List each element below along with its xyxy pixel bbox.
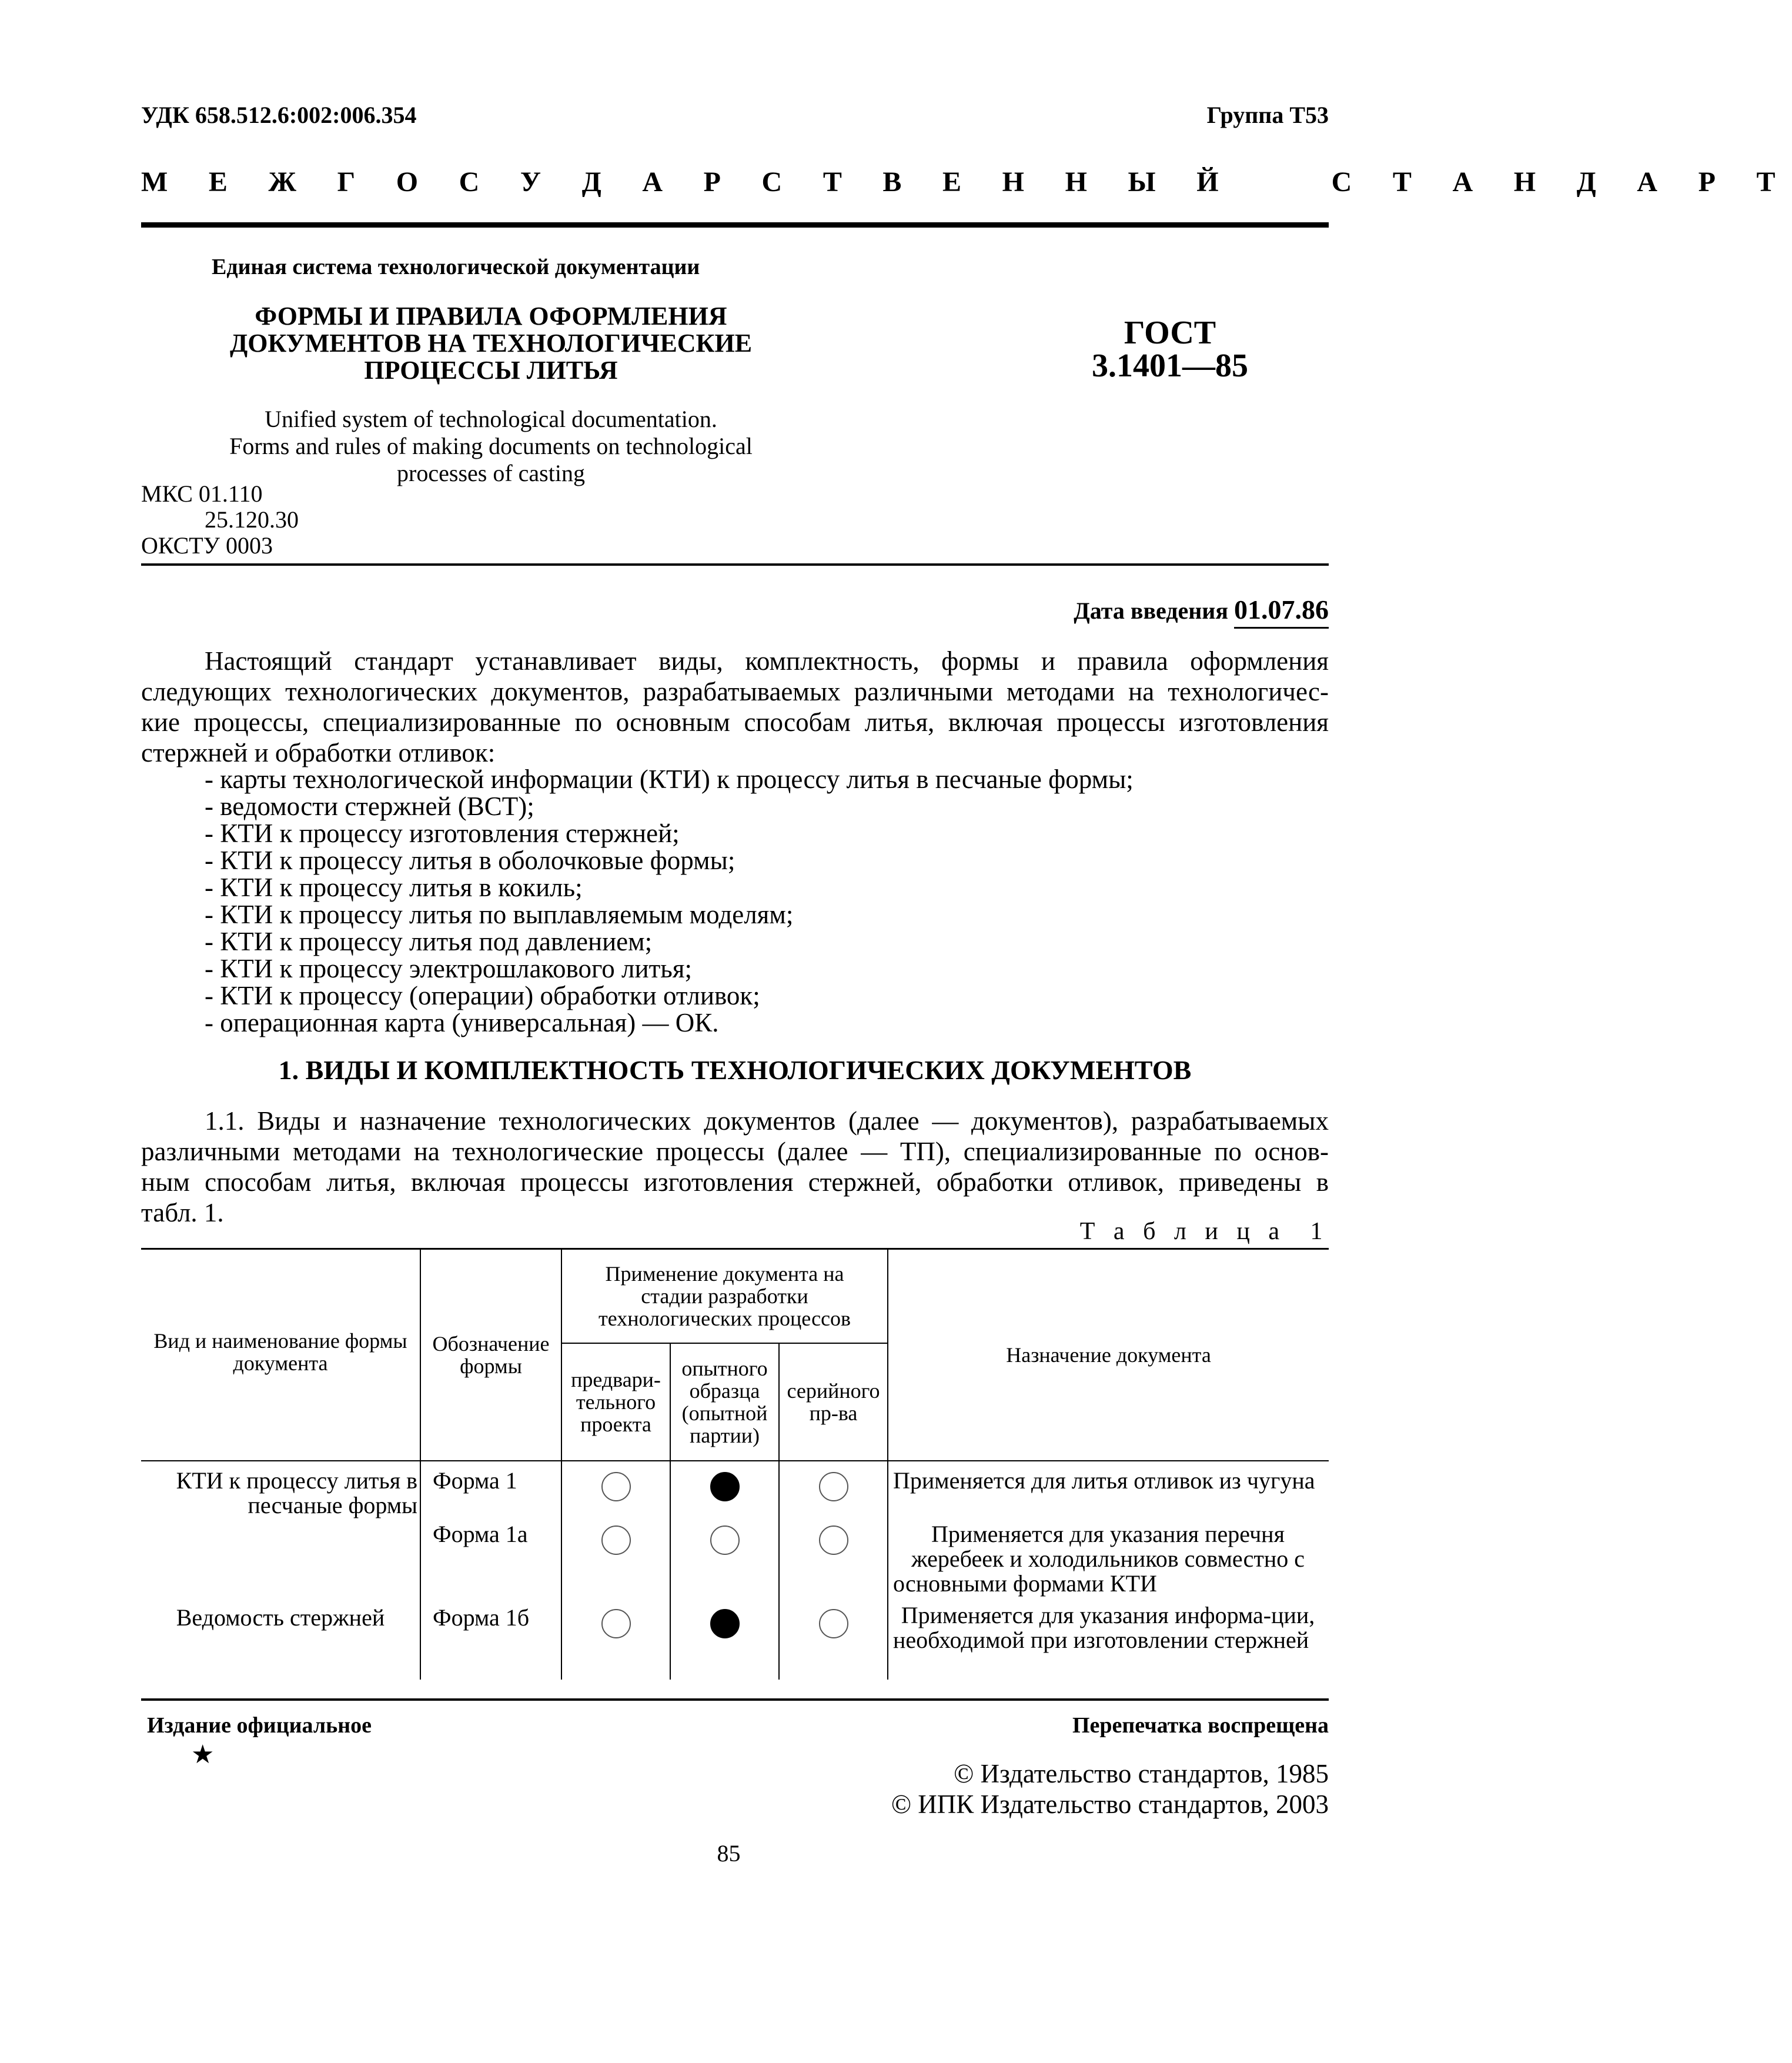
table-label: Т а б л и ц а 1 <box>1079 1218 1329 1245</box>
official-edition: Издание официальное <box>147 1713 372 1738</box>
intro-line-4: стержней и обработки отливок: <box>141 738 496 767</box>
status-circle-empty <box>710 1525 740 1555</box>
document-list <box>205 766 1134 1036</box>
standard-type-text: М Е Ж Г О С У Д А Р С Т В Е Н Н Ы Й С Т А Н Д А Р Т <box>141 166 1792 198</box>
cell-purpose: Применяется для литья отливок из чугуна <box>888 1461 1329 1522</box>
cell-purpose: Применяется для указания перечня жеребеек и холодильников совместно с основными формами КТИ <box>888 1522 1329 1597</box>
system-name: Единая система технологической документации <box>212 255 700 279</box>
title-line-2: ДОКУМЕНТОВ НА ТЕХНОЛОГИЧЕСКИЕ <box>229 329 753 358</box>
list-item: - операционная карта (универсальная) — ОК. <box>205 1008 719 1037</box>
section-paragraph <box>141 1106 1329 1228</box>
list-item: - КТИ к процессу изготовления стержней; <box>205 819 680 848</box>
copyrights <box>891 1758 1329 1820</box>
header-stage-serial: серийного пр-ва <box>779 1343 888 1461</box>
status-circle-empty <box>819 1525 848 1555</box>
list-item: - ведомости стержней (ВСТ); <box>205 792 534 821</box>
classification-codes <box>141 481 299 559</box>
table-row <box>141 1597 1329 1680</box>
status-circle-filled <box>710 1609 740 1638</box>
cell-serial <box>779 1597 888 1680</box>
group-code: Группа Т53 <box>1206 102 1329 128</box>
document-title <box>212 303 770 384</box>
reprint-notice: Перепечатка воспрещена <box>1072 1713 1329 1738</box>
gost-designation <box>1023 316 1317 382</box>
cell-kind <box>141 1522 420 1597</box>
cell-serial <box>779 1522 888 1597</box>
cell-purpose: Применяется для указания информа-ции, необходимой при изготовлении стержней <box>888 1597 1329 1680</box>
table-row <box>141 1522 1329 1597</box>
mks-code-2: 25.120.30 <box>205 506 299 533</box>
cell-serial <box>779 1461 888 1522</box>
intro-date-value: 01.07.86 <box>1234 595 1329 629</box>
status-circle-empty <box>819 1472 848 1501</box>
list-item: - КТИ к процессу литья под давлением; <box>205 927 653 956</box>
header-application-group: Применение документа на стадии разработки технологических процессов <box>561 1249 888 1343</box>
section-line-1: 1.1. Виды и назначение технологических документов (далее — документов), разрабатываемых <box>205 1106 1329 1136</box>
mks-code-1: МКС 01.110 <box>141 480 263 507</box>
english-line-3: processes of casting <box>397 460 585 486</box>
cell-preliminary <box>561 1461 670 1522</box>
english-title <box>212 406 770 487</box>
header-designation: Обозначение формы <box>420 1249 561 1461</box>
intro-line-2: следующих технологических документов, разрабатываемых различными методами на технологичес- <box>141 677 1329 706</box>
cell-designation: Форма 1а <box>420 1522 561 1597</box>
header-purpose: Назначение документа <box>888 1249 1329 1461</box>
english-line-2: Forms and rules of making documents on technological <box>229 433 753 459</box>
page-number: 85 <box>717 1840 741 1867</box>
list-item: - КТИ к процессу литья в оболочковые формы; <box>205 846 735 875</box>
list-item: - КТИ к процессу литья в кокиль; <box>205 873 583 902</box>
cell-designation: Форма 1 <box>420 1461 561 1522</box>
header-stage-preliminary: предвари-тельного проекта <box>561 1343 670 1461</box>
list-item: - КТИ к процессу (операции) обработки отливок; <box>205 981 760 1010</box>
footer-rule <box>141 1698 1329 1701</box>
status-circle-empty <box>601 1472 631 1501</box>
cell-kind: Ведомость стержней <box>141 1597 420 1680</box>
header-rule <box>141 222 1329 228</box>
section-line-3: ным способам литья, включая процессы изготовления стержней, обработки отливок, приведены в <box>141 1167 1329 1197</box>
intro-line-1: Настоящий стандарт устанавливает виды, комплектность, формы и правила оформления <box>205 646 1329 676</box>
okstu-code: ОКСТУ 0003 <box>141 532 273 559</box>
standard-type-banner <box>141 166 1792 198</box>
list-item: - КТИ к процессу электрошлакового литья; <box>205 954 692 983</box>
intro-date <box>1074 594 1329 625</box>
copyright-line-1: © Издательство стандартов, 1985 <box>954 1759 1329 1788</box>
status-circle-filled <box>710 1472 740 1501</box>
star-icon: ★ <box>191 1740 215 1769</box>
table-row <box>141 1461 1329 1522</box>
cell-preliminary <box>561 1597 670 1680</box>
udk-code: УДК 658.512.6:002:006.354 <box>141 102 417 128</box>
intro-date-label: Дата введения <box>1074 597 1228 624</box>
cell-kind: КТИ к процессу литья в песчаные формы <box>141 1461 420 1522</box>
section-heading: 1. ВИДЫ И КОМПЛЕКТНОСТЬ ТЕХНОЛОГИЧЕСКИХ ДОКУМЕНТОВ <box>278 1055 1192 1085</box>
title-line-1: ФОРМЫ И ПРАВИЛА ОФОРМЛЕНИЯ <box>255 302 727 331</box>
copyright-line-2: © ИПК Издательство стандартов, 2003 <box>891 1790 1329 1819</box>
section-line-4: табл. 1. <box>141 1198 224 1227</box>
status-circle-empty <box>819 1609 848 1638</box>
header-stage-prototype: опытного образца (опытной партии) <box>670 1343 779 1461</box>
status-circle-empty <box>601 1609 631 1638</box>
status-circle-empty <box>601 1525 631 1555</box>
cell-designation: Форма 1б <box>420 1597 561 1680</box>
intro-paragraph <box>141 646 1329 768</box>
title-line-3: ПРОЦЕССЫ ЛИТЬЯ <box>364 356 618 385</box>
cell-preliminary <box>561 1522 670 1597</box>
title-block-rule <box>141 563 1329 566</box>
gost-number: 3.1401—85 <box>1092 348 1248 384</box>
forms-table <box>141 1248 1329 1680</box>
header-kind: Вид и наименование формы документа <box>141 1249 420 1461</box>
english-line-1: Unified system of technological documentation. <box>265 406 717 432</box>
cell-prototype <box>670 1461 779 1522</box>
intro-line-3: кие процессы, специализированные по основным способам литья, включая процессы изготовления <box>141 707 1329 737</box>
gost-label: ГОСТ <box>1124 315 1216 351</box>
section-line-2: различными методами на технологические процессы (далее — ТП), специализированные по основ- <box>141 1137 1329 1166</box>
list-item: - карты технологической информации (КТИ) к процессу литья в песчаные формы; <box>205 765 1134 794</box>
cell-prototype <box>670 1597 779 1680</box>
cell-prototype <box>670 1522 779 1597</box>
list-item: - КТИ к процессу литья по выплавляемым моделям; <box>205 900 794 929</box>
